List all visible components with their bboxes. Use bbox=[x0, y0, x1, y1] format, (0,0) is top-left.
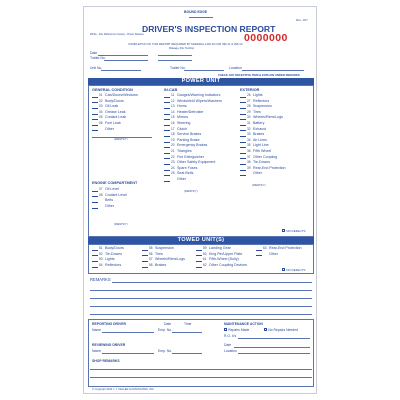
checklist-item[interactable]: 60 King Pin/Upper Plate bbox=[196, 252, 247, 258]
checklist-item[interactable]: 56 Tires bbox=[142, 252, 185, 258]
checklist-item[interactable]: 38 Tie-Downs bbox=[240, 160, 286, 166]
towed-no-defects[interactable]: NO DEFECTS bbox=[282, 268, 306, 272]
checklist-item[interactable]: 27 Reflectors bbox=[240, 99, 286, 105]
towed-col1 bbox=[92, 246, 124, 268]
rev-label: Rev. 1/07 bbox=[296, 18, 308, 22]
bound-edge-line bbox=[189, 17, 213, 18]
checklist-item[interactable]: 26 Lights bbox=[240, 93, 286, 99]
checklist-item[interactable]: Belts bbox=[92, 198, 127, 204]
reviewing-emp-field[interactable] bbox=[172, 353, 202, 354]
power-unit-header: POWER UNIT bbox=[88, 78, 314, 85]
remarks-line[interactable] bbox=[90, 290, 312, 291]
identify-label: (IDENTIFY) bbox=[114, 138, 128, 141]
checklist-item[interactable]: 57 Wheels/Rims/Lugs bbox=[142, 257, 185, 263]
checklist-item[interactable]: Other bbox=[256, 252, 302, 258]
checklist-item[interactable]: 29 Tires bbox=[240, 110, 286, 116]
checklist-item[interactable]: 20 Emergency Brakes bbox=[164, 143, 222, 149]
mileage-field-2[interactable] bbox=[158, 60, 192, 61]
checklist-item[interactable]: 25 Seat Belts bbox=[164, 171, 222, 177]
maintenance-action-label: MAINTENANCE ACTION bbox=[224, 322, 263, 326]
in-cab-list bbox=[164, 93, 222, 183]
trailer-no-field[interactable] bbox=[104, 60, 148, 61]
trailer-no-label: Trailer No. bbox=[90, 56, 106, 60]
reporting-driver-label: REPORTING DRIVER bbox=[92, 322, 126, 326]
in-cab-title: IN-CAB bbox=[164, 88, 178, 92]
copies-note: White - File Reference Canary - Driver Retains bbox=[90, 33, 144, 36]
time-label: Time bbox=[184, 322, 192, 326]
shop-remarks-line[interactable] bbox=[90, 377, 312, 378]
checklist-item[interactable]: 14 Heater/Defroster bbox=[164, 110, 222, 116]
unit-no-label: Unit No. bbox=[90, 66, 103, 70]
mileage-label: Mileage (No Tenths) bbox=[169, 46, 194, 50]
no-defects-checkbox[interactable] bbox=[282, 229, 285, 232]
towed-col3 bbox=[196, 246, 247, 268]
general-condition-title: GENERAL CONDITION bbox=[92, 88, 133, 92]
check-any-note: CHECK ANY DEFECTIVE ITEM & EXPLAIN UNDER REMARKS bbox=[218, 73, 300, 77]
checklist-item[interactable]: Other bbox=[240, 171, 286, 177]
maintenance-location-field[interactable] bbox=[238, 353, 310, 354]
remarks-label: REMARKS bbox=[90, 277, 111, 282]
checklist-item[interactable]: 33 Brakes bbox=[240, 132, 286, 138]
checklist-item[interactable]: 11 Gauges/Warning Indicators bbox=[164, 93, 222, 99]
towed-col2 bbox=[142, 246, 185, 268]
towed-col4 bbox=[256, 246, 302, 257]
location-label-2: Location bbox=[224, 349, 237, 353]
inspection-report-sheet bbox=[83, 6, 317, 394]
checklist-item[interactable]: 22 Fire Extinguisher bbox=[164, 155, 222, 161]
checklist-item[interactable]: 58 Brakes bbox=[142, 263, 185, 269]
checklist-item[interactable]: 23 Other Safety Equipment bbox=[164, 160, 222, 166]
reporting-emp-field[interactable] bbox=[172, 332, 202, 333]
exterior-title: EXTERIOR bbox=[240, 88, 260, 92]
checklist-item[interactable]: 39 Rear-End Protection bbox=[240, 166, 286, 172]
checklist-item[interactable]: 24 Spare Fuses bbox=[164, 166, 222, 172]
checklist-item[interactable]: 31 Battery bbox=[240, 121, 286, 127]
date-label: Date bbox=[90, 51, 98, 55]
instruction-text: COMPLETION OF THIS REPORT REQUIRED BY FEDERAL LAW 49 CFR 396.11 & 396.13 bbox=[128, 42, 243, 46]
identify-label-3: (IDENTIFY) bbox=[184, 190, 198, 193]
copyright-text: © Copyright 2010 J. J. KELLER & ASSOCIATES, INC. bbox=[92, 388, 155, 391]
towed-units-header: TOWED UNIT(S) bbox=[88, 237, 314, 244]
location-field[interactable] bbox=[242, 70, 304, 71]
power-unit-no-defects[interactable]: NO DEFECTS bbox=[282, 229, 306, 233]
unit-no-field[interactable] bbox=[101, 70, 141, 71]
checklist-item[interactable]: 07 Oil Level bbox=[92, 187, 127, 193]
checklist-item[interactable]: 17 Clutch bbox=[164, 127, 222, 133]
trailer-no-field-2[interactable] bbox=[184, 70, 224, 71]
checklist-item[interactable]: 30 Wheels/Rims/Lugs bbox=[240, 115, 286, 121]
general-condition-list bbox=[92, 93, 138, 132]
repairs-made-checkbox[interactable] bbox=[224, 328, 227, 331]
checklist-item[interactable]: 63 Rear-End Protection bbox=[256, 246, 302, 252]
checklist-item[interactable]: 01 Cab/Doors/Windows bbox=[92, 93, 138, 99]
checklist-item[interactable]: 32 Exhaust bbox=[240, 127, 286, 133]
checklist-item[interactable]: 06 Fuel Leak bbox=[92, 121, 138, 127]
date-label-2: Date bbox=[164, 322, 172, 326]
checklist-item[interactable]: Other bbox=[164, 177, 222, 183]
ro-label: R.O. #'s bbox=[224, 334, 237, 338]
checklist-item[interactable]: 35 Light Line bbox=[240, 143, 286, 149]
name-label-2: Name bbox=[92, 349, 102, 353]
maintenance-date-field[interactable] bbox=[234, 347, 310, 348]
checklist-item[interactable]: 02 Body/Doors bbox=[92, 99, 138, 105]
checklist-item[interactable]: 52 Tie-Downs bbox=[92, 252, 124, 258]
checklist-item[interactable]: 51 Body/Doors bbox=[92, 246, 124, 252]
reviewing-driver-label: REVIEWING DRIVER bbox=[92, 343, 126, 347]
emp-no-label: Emp. No. bbox=[158, 328, 173, 332]
shop-remarks-line[interactable] bbox=[90, 369, 312, 370]
checklist-item[interactable]: 34 Air Lines bbox=[240, 138, 286, 144]
emp-no-label-2: Emp. No. bbox=[158, 349, 173, 353]
serial-number: 0000000 bbox=[244, 32, 288, 44]
location-label: Location bbox=[229, 66, 242, 70]
no-repairs-checkbox[interactable] bbox=[264, 328, 267, 331]
checklist-item[interactable]: 16 Steering bbox=[164, 121, 222, 127]
no-defects-checkbox[interactable] bbox=[282, 268, 285, 271]
checklist-item[interactable]: 28 Suspension bbox=[240, 104, 286, 110]
identify-label-4: (IDENTIFY) bbox=[252, 184, 266, 187]
checklist-item[interactable]: 61 Fifth-Wheel (Dolly) bbox=[196, 257, 247, 263]
reporting-name-field[interactable] bbox=[102, 332, 154, 333]
ro-field[interactable] bbox=[238, 338, 310, 339]
checklist-item[interactable]: 04 Grease Leak bbox=[92, 110, 138, 116]
checklist-item[interactable]: 19 Parking Brake bbox=[164, 138, 222, 144]
checklist-item[interactable]: 37 Other Coupling bbox=[240, 155, 286, 161]
checklist-item[interactable]: 15 Mirrors bbox=[164, 115, 222, 121]
remarks-line[interactable] bbox=[90, 298, 312, 299]
mileage-field-1[interactable] bbox=[158, 55, 192, 56]
checklist-item[interactable]: 62 Other Coupling Devices bbox=[196, 263, 247, 269]
checklist-item[interactable]: 59 Landing Gear bbox=[196, 246, 247, 252]
checklist-item[interactable]: 54 Reflectors bbox=[92, 263, 124, 269]
checklist-item[interactable]: 55 Suspension bbox=[142, 246, 185, 252]
engine-compartment-title: ENGINE COMPARTMENT bbox=[92, 181, 138, 185]
checklist-item[interactable]: 05 Coolant Leak bbox=[92, 115, 138, 121]
remarks-line[interactable] bbox=[112, 282, 312, 283]
checklist-item[interactable]: 36 Fifth Wheel bbox=[240, 149, 286, 155]
date-label-3: Date bbox=[224, 343, 232, 347]
no-repairs-option[interactable]: No Repairs Needed bbox=[264, 328, 298, 332]
repairs-made-option[interactable]: Repairs Made bbox=[224, 328, 249, 332]
shop-remarks-label: SHOP REMARKS bbox=[92, 359, 120, 363]
checklist-item[interactable]: 08 Coolant Level bbox=[92, 193, 127, 199]
checklist-item[interactable]: Other bbox=[92, 204, 127, 210]
checklist-item[interactable]: Other bbox=[92, 127, 138, 133]
checklist-item[interactable]: 12 Windshield Wipers/Washers bbox=[164, 99, 222, 105]
bound-edge-label: BOUND EDGE bbox=[184, 10, 207, 14]
remarks-line[interactable] bbox=[90, 314, 312, 315]
reviewing-name-field[interactable] bbox=[102, 353, 154, 354]
exterior-list bbox=[240, 93, 286, 177]
report-title: DRIVER'S INSPECTION REPORT bbox=[142, 24, 276, 34]
engine-compartment-list bbox=[92, 187, 127, 209]
identify-label-2: (IDENTIFY) bbox=[114, 223, 128, 226]
checklist-item[interactable]: 13 Horns bbox=[164, 104, 222, 110]
remarks-line[interactable] bbox=[90, 306, 312, 307]
checklist-item[interactable]: 18 Service Brakes bbox=[164, 132, 222, 138]
checklist-item[interactable]: 21 Triangles bbox=[164, 149, 222, 155]
trailer-no-label-2: Trailer No. bbox=[170, 66, 186, 70]
checklist-item[interactable]: 03 Oil Leak bbox=[92, 104, 138, 110]
name-label: Name bbox=[92, 328, 102, 332]
checklist-item[interactable]: 53 Lights bbox=[92, 257, 124, 263]
